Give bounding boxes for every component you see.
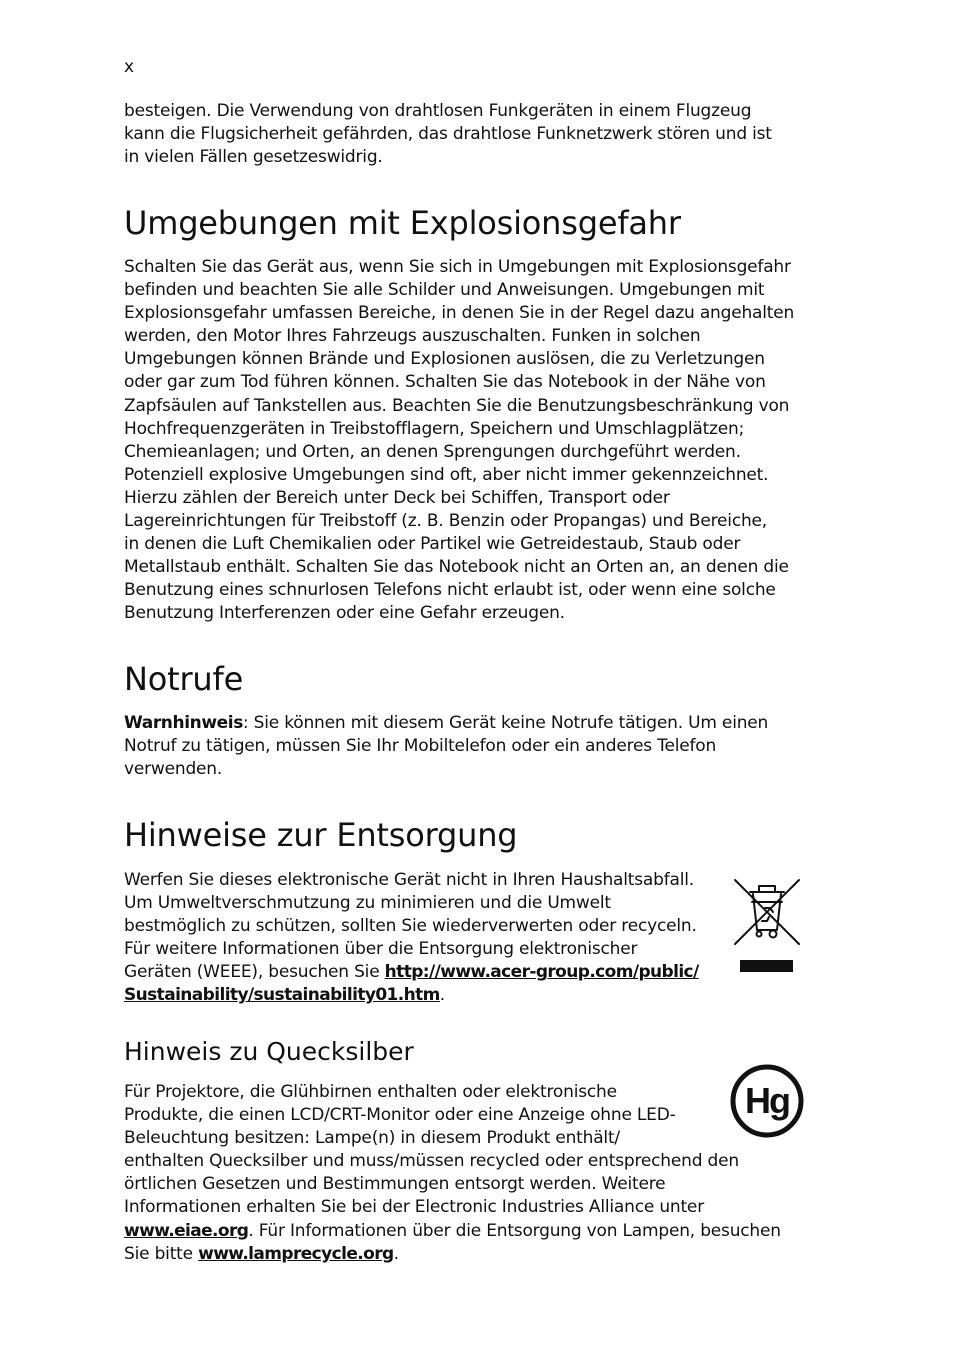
text-fragment: : Sie können mit diesem Gerät keine Notrufe tätigen. Um einen — [242, 713, 769, 733]
text-line — [124, 712, 768, 735]
warning-label: Warnhinweis — [124, 713, 243, 733]
text-line: Umgebungen können Brände und Explosionen auslösen, die zu Verletzungen — [124, 349, 765, 370]
text-line: Metallstaub enthält. Schalten Sie das Notebook nicht an Orten an, an denen die — [124, 557, 789, 578]
text-line — [124, 961, 699, 984]
text-line: oder gar zum Tod führen können. Schalten Sie das Notebook in der Nähe von — [124, 372, 766, 393]
section-heading-mercury: Hinweis zu Quecksilber — [124, 1037, 414, 1066]
text-line: Notruf zu tätigen, müssen Sie Ihr Mobiltelefon oder ein anderes Telefon — [124, 736, 717, 757]
mercury-hg-icon — [729, 1063, 805, 1139]
text-line: werden, den Motor Ihres Fahrzeugs auszuschalten. Funken in solchen — [124, 326, 701, 347]
text-line: kann die Flugsicherheit gefährden, das drahtlose Funknetzwerk stören und ist — [124, 124, 772, 145]
section-heading-explosion: Umgebungen mit Explosionsgefahr — [124, 204, 681, 242]
text-fragment: . — [393, 1243, 399, 1264]
text-line: Produkte, die einen LCD/CRT-Monitor oder eine Anzeige ohne LED- — [124, 1105, 676, 1126]
text-fragment: . Für Informationen über die Entsorgung von Lampen, besuchen — [248, 1220, 781, 1241]
text-line: Beleuchtung besitzen: Lampe(n) in diesem Produkt enthält/ — [124, 1128, 620, 1149]
text-line — [124, 1220, 781, 1243]
text-line: verwenden. — [124, 759, 223, 780]
text-line: Für Projektore, die Glühbirnen enthalten oder elektronische — [124, 1082, 617, 1102]
text-fragment: Sie bitte — [124, 1243, 199, 1264]
text-line: Hierzu zählen der Bereich unter Deck bei Schiffen, Transport oder — [124, 487, 670, 508]
acer-sustainability-link-continued[interactable]: Sustainability/sustainability01.htm — [124, 985, 440, 1006]
disposal-paragraph — [124, 869, 699, 1008]
emergency-paragraph — [124, 712, 768, 781]
lamprecycle-link[interactable]: www.lamprecycle.org — [198, 1243, 394, 1264]
text-line: in vielen Fällen gesetzeswidrig. — [124, 147, 383, 168]
section-heading-emergency: Notrufe — [124, 660, 244, 698]
text-line: Schalten Sie das Gerät aus, wenn Sie sich in Umgebungen mit Explosionsgefahr — [124, 257, 791, 277]
text-line: Zapfsäulen auf Tankstellen aus. Beachten Sie die Benutzungsbeschränkung von — [124, 395, 790, 416]
text-line: Hochfrequenzgeräten in Treibstofflagern, Speichern und Umschlagplätzen; — [124, 418, 745, 439]
text-line: Benutzung eines schnurlosen Telefons nicht erlaubt ist, oder wenn eine solche — [124, 580, 776, 601]
weee-crossed-bin-icon — [732, 878, 802, 974]
intro-paragraph — [124, 100, 772, 169]
text-line: befinden und beachten Sie alle Schilder und Anweisungen. Umgebungen mit — [124, 280, 765, 301]
text-line: Benutzung Interferenzen oder eine Gefahr erzeugen. — [124, 603, 565, 624]
text-line: Potenziell explosive Umgebungen sind oft, aber nicht immer gekennzeichnet. — [124, 464, 769, 485]
text-line: örtlichen Gesetzen und Bestimmungen entsorgt werden. Weitere — [124, 1174, 666, 1195]
text-line: Lagereinrichtungen für Treibstoff (z. B. Benzin oder Propangas) und Bereiche, — [124, 511, 768, 532]
section-heading-disposal: Hinweise zur Entsorgung — [124, 816, 518, 854]
page-number: x — [124, 57, 135, 77]
text-line: Explosionsgefahr umfassen Bereiche, in denen Sie in der Regel dazu angehalten — [124, 303, 795, 324]
text-line: Um Umweltverschmutzung zu minimieren und die Umwelt — [124, 893, 611, 914]
eiae-link[interactable]: www.eiae.org — [124, 1220, 249, 1241]
text-line: besteigen. Die Verwendung von drahtlosen Funkgeräten in einem Flugzeug — [124, 101, 752, 121]
text-line: Für weitere Informationen über die Entsorgung elektronischer — [124, 939, 638, 960]
text-fragment: . — [439, 985, 446, 1006]
explosion-paragraph — [124, 256, 794, 626]
text-line: Werfen Sie dieses elektronische Gerät nicht in Ihren Haushaltsabfall. — [124, 870, 694, 890]
mercury-paragraph — [124, 1081, 781, 1266]
text-line: in denen die Luft Chemikalien oder Partikel wie Getreidestaub, Staub oder — [124, 534, 741, 555]
text-fragment: Geräten (WEEE), besuchen Sie — [124, 962, 385, 983]
hg-symbol-text: Hg — [745, 1080, 789, 1121]
text-line: enthalten Quecksilber und muss/müssen recycled oder entsprechend den — [124, 1151, 739, 1172]
text-line: Chemieanlagen; und Orten, an denen Sprengungen durchgeführt werden. — [124, 441, 741, 462]
acer-sustainability-link[interactable]: http://www.acer-group.com/public/ — [384, 962, 699, 983]
text-line: bestmöglich zu schützen, sollten Sie wiederverwerten oder recyceln. — [124, 916, 697, 937]
text-line: Informationen erhalten Sie bei der Electronic Industries Alliance unter — [124, 1197, 704, 1218]
text-line — [124, 1243, 781, 1266]
text-line — [124, 984, 699, 1007]
